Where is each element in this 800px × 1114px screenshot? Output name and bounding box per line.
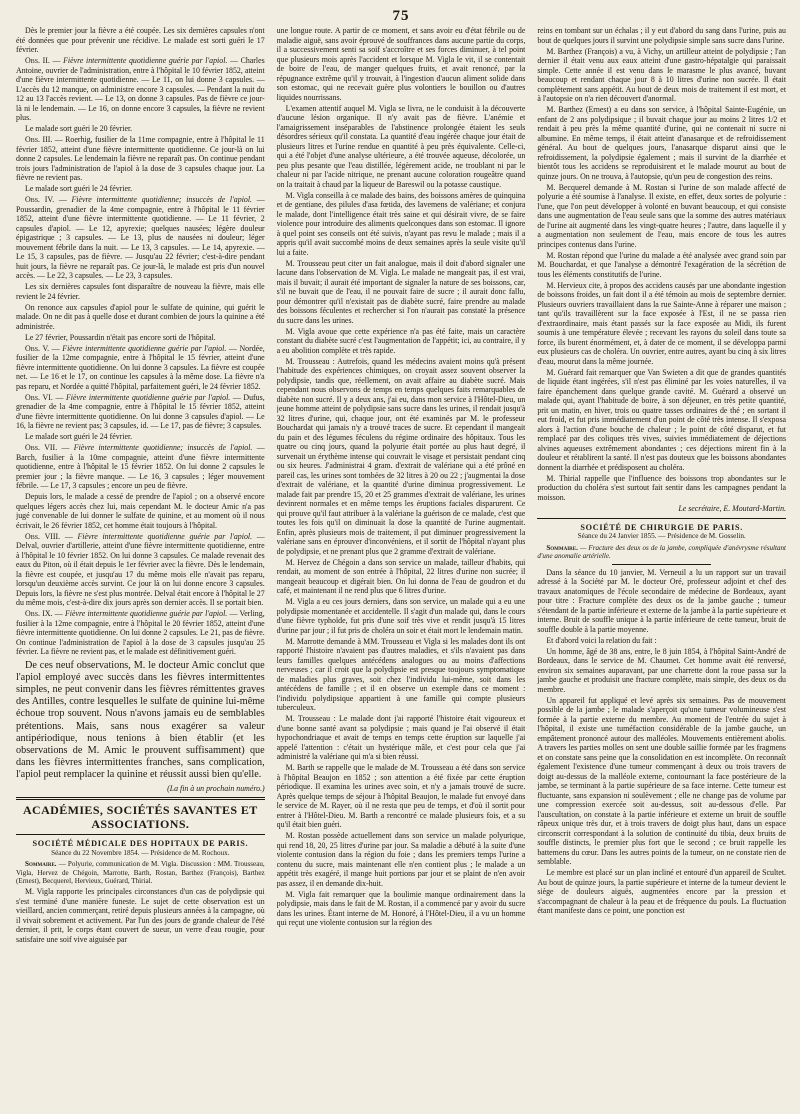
observation-label: Obs. VII. bbox=[25, 443, 58, 452]
paragraph: M. Vigla avoue que cette expérience n'a pas été faite, mais un caractère constant du diabète sucré c'est l'augmentation de l'appétit; ici, au contraire, il y a eu abolition complète et très rapide. bbox=[276, 326, 526, 355]
observation-label: Obs. VIII. bbox=[25, 531, 61, 541]
observation-2: Obs. II. — Fièvre intermittente quotidienne guérie par l'apiol. — Charles Antoine, ouvrier de l'administration, entre à l'hôpital le 10 février 1852, atteint d'une fièvre intermittente quotidienne. — Le 11, on lui donne 3 capsules. — L'accès du 12 manque, on administre encore 3 capsules. — Pendant la nuit du 12 au 13 l'accès revient. — Le 13, on donne 3 capsules. Pas de fièvre ce jour-là ni le lendemain. — Le 16, on donne encore 3 capsules, la fièvre ne revient plus. bbox=[16, 56, 265, 122]
observation-text: Verling, fusilier à la 12me compagnie, entre à l'hôpital le 20 février 1852, atteint d'une fièvre intermittente quotidienne. On lui donne 2 capsules. Le 21, pas de fièvre. On continue l'administration de l'apiol à la dose de 3 capsules jusqu'au 25 février. La fièvre ne revient pas, et le malade est définitivement guéri. bbox=[16, 609, 265, 656]
observation-text: Nordée, fusilier de la 12me compagnie, entre à l'hôpital le 15 février, atteint d'une fièvre intermittente quotidienne. On lui donne 3 capsules. La fièvre est coupée net. — Le 16 et le 17, on continue les capsules à la même dose. La fièvre n'a pas reparu, et Nordée a quitté l'hôpital, parfaitement guéri, le 24 février 1852. bbox=[16, 343, 265, 391]
observation-label: Obs. IX. bbox=[25, 609, 53, 618]
continued-note: (La fin à un prochain numéro.) bbox=[167, 783, 265, 793]
paragraph: Depuis lors, le malade a cessé de prendre de l'apiol ; on a observé encore quelques légers accès chez lui, mais cependant M. le docteur Amic n'a pas jugé convenable de lui donner le sulfate de quinine, et au moment où il nous écrivait, le 26 février 1852, cet homme était toujours à l'hôpital. bbox=[16, 492, 265, 530]
paragraph: Dans la séance du 10 janvier, M. Verneuil a lu un rapport sur un travail adressé à la Société par M. le docteur Oré, professeur adjoint et chef des travaux anatomiques de l'école secondaire de médecine de Bordeaux, ayant pour titre : Fracture complète des deux os de la jambe gauche ; tumeur s'étendant de la partie inférieure et externe de la jambe à la partie supérieure et interne. Bruit de souffle unique à la partie inférieure de cette tumeur, bruit de souffle double à la partie moyenne. bbox=[537, 567, 787, 634]
paragraph: On renonce aux capsules d'apiol pour le sulfate de quinine, qui guérit le malade. On ne dit pas à quelle dose et durant combien de jours la quinine a été administrée. bbox=[16, 302, 265, 331]
society-title: SOCIÉTÉ MÉDICALE DES HOPITAUX DE PARIS. bbox=[32, 839, 249, 849]
observation-label: Obs. II. bbox=[25, 56, 50, 65]
society-title: SOCIÉTÉ DE CHIRURGIE DE PARIS. bbox=[580, 522, 743, 532]
paragraph: Les six dernières capsules font disparaître de nouveau la fièvre, mais elle revient le 24 février. bbox=[16, 282, 265, 301]
paragraph: Un appareil fut appliqué et levé après six semaines. Pas de mouvement possible de la jambe ; le malade s'aperçoit qu'une tumeur volumineuse s'est formée à la partie externe du membre. Au moment de l'entrée du sujet à l'hôpital, il existe une tuméfaction considérable de la jambe gauche, un empâtement prononcé autour des malléoles. Mouvements entièrement abolis. A travers les parties molles on sent une double saillie formée par les fragmens et on constate sans peine que la consolidation en est incomplète. On reconnaît également l'existence d'une tumeur commençant à deux ou trois travers de doigt au-dessus de la malléole externe, contournant la face postérieure de la jambe, se terminant à la partie supérieure de sa face interne. Cette tumeur est fluctuante, sans expansion ni soulèvement ; elle ne change pas de volume par une compression exercée soit au-dessus, soit au-dessous d'elle. Par l'auscultation, on constate à la partie inférieure et externe un bruit de souffle râpeux unique très dur, et à trois travers de doigt plus haut, dans un espace circonscrit correspondant à la solution de continuité du tibia, deux bruits de souffle distincts, le premier plus fort que le second ; ce bruit rappelle les battemens du cœur. Dans les autres points de la tumeur, on ne constate rien de semblable. bbox=[537, 695, 787, 867]
paragraph: M. Vigla fait remarquer que la boulimie manque ordinairement dans la polydipsie, mais dans le fait de M. Rostan, il a commencé par y avoir du sucre dans les urines. Étant interne de M. Honoré, à l'Hôtel-Dieu, il a vu un homme qui reçut une violente contusion sur la région des bbox=[276, 889, 526, 927]
paragraph: Le malade sort guéri le 24 février. bbox=[25, 184, 133, 193]
paragraph: Le malade sort guéri le 20 février. bbox=[25, 124, 133, 133]
paragraph: M. Vigla rapporte les principales circonstances d'un cas de polydipsie qui s'est terminé d'une manière funeste. Le sujet de cette observation est un vieillard, ancien commerçant, retiré depuis plusieurs années à la campagne, où il vivait sobrement et activement. Par l'un des jours de grande chaleur de l'été dernier, il prit, le corps étant couvert de sueur, un verre d'eau rougie, pour satisfaire une soif vive aiguisée par bbox=[16, 887, 265, 944]
paragraph: une longue route. A partir de ce moment, et sans avoir eu d'état fébrile ou de maladie aiguë, sans avoir éprouvé de souffrances dans aucune partie du corps, il a successivement senti sa soif s'accroître et ses forces diminuer, à tel point que plusieurs mois après l'accident et lorsque M. Vigla le vit, il se contentait de boire de l'eau, de manger quelques fruits, et avait renoncé, par la répugnance extrême qu'il y trouvait, à l'ingestion d'aucun aliment solide dans son estomac, qui ne recevait guère plus volontiers le bouillon ou d'autres liquides nourrissans. bbox=[276, 26, 526, 102]
column-right bbox=[537, 26, 786, 1112]
section-heading: ACADÉMIES, SOCIÉTÉS SAVANTES ET ASSOCIATIONS. bbox=[16, 797, 265, 835]
paragraph: M. Marrotte demande à MM. Trousseau et Vigla si les malades dont ils ont rapporté l'histoire n'avaient pas d'autres maladies, et s'ils n'avaient pas dans leurs familles quelques antécédens analogues ou au moins d'affections nerveuses ; car il croit que la polydipsie est presque toujours symptomatique de maladies plus graves, soit chez l'individu lui-même, soit dans les antécédens de famille ; et il en observe un exemple dans ce moment : l'individu polydipsique appartient à une famille qui compte plusieurs tuberculeux. bbox=[276, 636, 526, 712]
observation-text: Dufus, grenadier de la 4me compagnie, entre à l'hôpital le 15 février 1852, atteint d'une fièvre intermittente quotidienne. On lui donne 3 capsules d'apiol. — Le 16, la fièvre ne revient pas; 3 capsules, id. — Le 17, pas de fièvre; 3 capsules. bbox=[16, 392, 265, 430]
observation-6: Obs. VI. — Fièvre intermittente quotidienne guérie par l'apiol. — Dufus, grenadier de la 4me compagnie, entre à l'hôpital le 15 février 1852, atteint d'une fièvre intermittente quotidienne. On lui donne 3 capsules d'apiol. — Le 16, la fièvre ne revient pas; 3 capsules, id. — Le 17, pas de fièvre; 3 capsules. bbox=[16, 392, 265, 430]
paragraph: Le 27 février, Poussardin n'était pas encore sorti de l'hôpital. bbox=[25, 332, 216, 342]
paragraph: M. Vigla conseilla à ce malade des bains, des boissons amères de quinquina et de gentiane, des pilules d'asa fœtida, des lavemens de valériane; et conjura le malade, dont l'intelligence était très saine et qui désirait vivre, de se faire violence pour introduire des aliments quelconques dans son estomac. Il ignore à quel point ses conseils ont été suivis, n'ayant pas revu le malade ; mais il a appris qu'il avait succombé moins de deux semaines après la seule visite qu'il lui a faite. bbox=[276, 190, 526, 257]
paragraph: L'examen attentif auquel M. Vigla se livra, ne le conduisit à la découverte d'aucune lésion organique. Il n'y avait pas de fièvre. L'anémie et l'amaigrissement inséparables de l'abstinence prolongée étaient les seuls désordres sérieux qu'il constata. La quantité d'eau ingérée chaque jour était de plusieurs litres et l'urine rendue en quantité à peu près équivalente. Celle-ci, qui a été l'objet d'une analyse ultérieure, a été trouvée aqueuse, décolorée, un peu plus pesante que l'eau distillée, légèrement acide, ne troublant ni par le chaleur ni par l'acide nitrique, ne prenant aucune coloration rougeâtre quand on la traitait à chaud par la liqueur de Bareswil ou la potasse caustique. bbox=[276, 103, 526, 189]
observation-label: Obs. III. bbox=[25, 135, 53, 144]
summary-label: Sommaire. bbox=[546, 543, 578, 552]
observation-text: Delval, ouvrier d'artillerie, atteint d'une fièvre intermittente quotidienne, entre à l'hôpital le 10 février 1852. On lui donne 3 capsules. Ce malade revenait des eaux du Piton, où il était depuis le 1er février avec la fièvre. Dès le lendemain, la fièvre est coupée, et jusqu'au 17 du même mois elle n'avait pas reparu, lorsqu'un deuxième accès survint. Ce jour là on lui donne encore 3 capsules. Depuis lors, la fièvre ne s'est plus montrée. Delval était encore à l'hôpital le 27 du même mois, c'est-à-dire dix jours après son dernier accès. Il se portait bien. bbox=[16, 541, 265, 607]
summary-label: Sommaire. bbox=[25, 860, 57, 869]
paragraph: M. Hervieux cite, à propos des accidens causés par une abondante ingestion de boissons froides, un fait dont il a été témoin au mois de septembre dernier. Plusieurs ouvriers travaillaient dans la rue Sainte-Anne à réparer une maison ; tant qu'ils travaillèrent sur la face exposée à l'Est, il ne se passa rien d'extraordinaire, mais étant passés sur la face exposée au Midi, ils furent soumis à une température élevée ; recevant les rayons du soleil dans toute sa force, ils burent énormément, et, à dater de ce moment, il se développa parmi eux plusieurs cas de choléra. Un ouvrier, entre autres, ayant bu cinq à six litres d'eau, mourut dans la même journée. bbox=[537, 280, 787, 366]
conclusion-paragraph: De ces neuf observations, M. le docteur Amic conclut que l'apiol employé avec succès dans les fièvres intermittentes simples, ne peut convenir dans les fièvres rémittentes graves des Antilles, contre lesquelles le sulfate de quinine lui-même échoue trop souvent. Nous n'avons jamais eu de semblables prétentions. Mais, sans nous exagérer sa valeur antipériodique, nous tenions à bien établir (et les observations de M. Amic le prouvent suffisamment) que dans les fièvres intermittentes franches, sans complication, l'apiol peut remplacer la quinine et réussit aussi bien qu'elle. bbox=[16, 659, 265, 781]
observation-text: Charles Antoine, ouvrier de l'administration, entre à l'hôpital le 10 février 1852, atteint d'une fièvre intermittente quotidienne. — Le 11, on lui donne 3 capsules. — L'accès du 12 manque, on administre encore 3 capsules. — Pendant la nuit du 12 au 13 l'accès revient. — Le 13, on donne 3 capsules. Pas de fièvre ce jour-là ni le lendemain. — Le 16, on donne encore 3 capsules, la fièvre ne revient plus. bbox=[16, 56, 265, 122]
summary bbox=[16, 860, 265, 886]
divider bbox=[537, 518, 786, 519]
paragraph: Le membre est placé sur un plan incliné et entouré d'un appareil de Scultet. Au bout de quinze jours, la partie supérieure et interne de la tumeur devient le siège de douleurs aiguës, augmentées encore par la pression et s'accompagnant de chaleur à la peau et de fréquence du pouls. La fluctuation étant manifeste dans ce point, une ponction est bbox=[537, 868, 787, 916]
paragraph: Et d'abord voici la relation du fait : bbox=[546, 635, 657, 645]
paragraph: M. Vigla a eu ces jours derniers, dans son service, un malade qui a eu une polydipsie momentanée et accidentelle. Il s'agit d'un malade qui, dans le cours d'une fièvre typhoïde, fut pris d'une soif très vive et rendit jusqu'à 15 litres d'urine par jour ; il fut pris de choléra un soir et était mort le lendemain matin. bbox=[276, 597, 526, 635]
observation-7: Obs. VII. — Fièvre intermittente quotidienne; insuccès de l'apiol. — Barch, fusilier à la 10me compagnie, atteint d'une fièvre intermittente quotidienne, entre à l'hôpital le 15 février 1852. On lui donne 2 capsules le premier jour ; la fièvre manque. — Le 16, 3 capsules ; léger mouvement fébrile. — Le 17, 3 capsules ; encore un peu de fièvre. bbox=[16, 443, 265, 490]
observation-8: Obs. VIII. — Fièvre intermittente quotidienne guérie par l'apiol. — Delval, ouvrier d'artillerie, atteint d'une fièvre intermittente quotidienne, entre à l'hôpital le 10 février 1852. On lui donne 3 capsules. Ce malade revenait des eaux du Piton, où il était depuis le 1er février avec la fièvre. Dès le lendemain, la fièvre est coupée, et jusqu'au 17 du même mois elle n'avait pas reparu, lorsqu'un deuxième accès survint. Ce jour là on lui donne encore 3 capsules. Depuis lors, la fièvre ne s'est plus montrée. Delval était encore à l'hôpital le 27 du même mois, c'est-à-dire dix jours après son dernier accès. Il se portait bien. bbox=[16, 531, 265, 607]
session-line: Séance du 22 Novembre 1854. — Présidence de M. Rochoux. bbox=[51, 848, 230, 857]
paragraph: M. Trousseau : Autrefois, quand les médecins avaient moins qu'à présent l'habitude des expériences chimiques, on croyait assez souvent observer la polydipsie, tandis que, réellement, on avait affaire au diabète sucré. Mais cependant nous observons de temps en temps quelques faits remarquables de diabète non sucré. Il y a deux ans, j'ai eu, dans mon service à l'Hôtel-Dieu, un jeune homme atteint de polydipsie sans sucre dans les urines, il rendait jusqu'à 32 litres d'urine, qui, chaque jour, ont été examinés par M. le professeur Bouchardat qui jamais n'y a trouvé traces de sucre. Et cependant il mangeait du pain et des légumes féculens du régime ordinaire des hôpitaux. Tous les quatre ou cinq jours, quand la polyurie était portée au plus haut degré, il survenait un érythème intense qui couvrait le visage et persistait pendant cinq ou six heures. J'administrai 4 gram. d'extrait de valériane qui a été prôné en pareil cas, les urines sont tombées de 32 litres à 20 ou 22 ; j'augmentai la dose d'extrait de valériane, et la quantité d'urine diminua progressivement. Le malade fait par prendre 15, 20 et 25 grammes d'extrait de valériane, les urines devinrent normales et en même temps les éruptions faciales disparurent. Ce qui prouve qu'il faut attribuer à la valériane la guérison de ce malade, c'est que toutes les fois qu'il on diminuait la dose la quantité de l'urine augmentait. Enfin, après plusieurs mois de traitement, il put diminuer progressivement la valériane sans en éprouver d'inconvéniens, et il sortit de l'hôpital n'ayant plus de polydipsie, et ne prenant plus que 2 gramme d'extrait de valériane. bbox=[276, 356, 526, 556]
observation-title: Fièvre intermittente quotidienne guérie par l'apiol. bbox=[77, 531, 253, 541]
observation-title: Fièvre intermittente quotidienne guérie par l'apiol. bbox=[65, 392, 231, 402]
text-columns bbox=[16, 26, 786, 1112]
observation-label: Obs. V. bbox=[25, 343, 50, 353]
paragraph: Dès le premier jour la fièvre a été coupée. Les six dernières capsules n'ont été données que pour prévenir une récidive. Le malade est sorti guéri le 17 février. bbox=[16, 26, 265, 54]
paragraph: M. Hervez de Chégoin a dans son service un malade, tailleur d'habits, qui rendait, au moment de son entrée à l'hôpital, 22 litres d'urine non sucrée; il mangeait beaucoup et digérait bien. On lui donna de l'eau de goudron et du café, et maintenant il ne rend plus que 6 litres d'urine. bbox=[276, 557, 526, 595]
column-left bbox=[16, 26, 265, 1112]
paragraph: M. Rostan répond que l'urine du malade a été analysée avec grand soin par M. Bouchardat, et que l'analyse a démontré l'exagération de la sécrétion de tous les éléments constitutifs de l'urine. bbox=[537, 250, 787, 279]
summary-text: — Polyurie, communication de M. Vigla. Discussion : MM. Trousseau, Vigla, Hervez de Chégoin, Marrotte, Barth, Rostan, Barthez (François), Barthez (Ernest), Becquerel, Hervieux, Guérard, Thirial. bbox=[16, 860, 265, 886]
observation-9: Obs. IX. — Fièvre intermittente quotidienne guérie par l'apiol. — Verling, fusilier à la 12me compagnie, entre à l'hôpital le 20 février 1852, atteint d'une fièvre intermittente quotidienne. On lui donne 2 capsules. Le 21, pas de fièvre. On continue l'administration de l'apiol à la dose de 3 capsules jusqu'au 25 février. La fièvre ne revient pas, et le malade est définitivement guéri. bbox=[16, 609, 265, 656]
paragraph: M. Barth se rappelle que le malade de M. Trousseau a été dans son service à l'hôpital Beaujon en 1852 ; son attention a été fixée par cette éruption périodique. Il examina les urines avec soin, et n'y a jamais trouvé de sucre. Après quelque temps de séjour à l'hôpital Beaujon, le malade fut envoyé dans le service de M. Rayer, où il ne resta que peu de temps, et d'où il sortit pour entrer à l'Hôtel-Dieu. M. Barth a rencontré ce malade plusieurs fois, et a su qu'il était bien guéri. bbox=[276, 763, 526, 829]
observation-4: Obs. IV. — Fièvre intermittente quotidienne; insuccès de l'apiol. — Poussardin, grenadier de la 4me compagnie, entre à l'hôpital le 11 février 1852, atteint d'une fièvre intermittente quotidienne. — Le 11 février, 2 capsules d'apiol. — Le 12, apyrexie; quelques nausées; légère douleur épigastrique ; 3 capsules. — Le 13, plus de nausées ni douleur; léger mouvement fébrile dans la nuit. — Le 13, 3 capsules. — Le 14, apyrexie. — Le 15, 3 capsules, pas de fièvre. — Jusqu'au 22 février; c'est-à-dire pendant huit jours, la fièvre ne reparaît pas. Ce jour-là, le malade est pris d'un nouvel accès. — Le 22, 3 capsules. — Le 23, 3 capsules. bbox=[16, 195, 265, 280]
summary-text: — Fracture des deux os de la jambe, compliquée d'anévrysme résultant d'une anomalie artérielle. bbox=[537, 543, 787, 561]
paragraph: Un homme, âgé de 38 ans, entre, le 8 juin 1854, à l'hôpital Saint-André de Bordeaux, dans le service de M. Chaumet. Cet homme avait été renversé, environ six semaines auparavant, par une charrette dont la roue passa sur la jambe gauche et produisit une fracture complète, mais simple, des deux os du membre. bbox=[537, 646, 787, 694]
column-middle bbox=[277, 26, 526, 1112]
paragraph: M. Rostan possède actuellement dans son service un malade polyurique, qui rend 18, 20, 25 litres d'urine par jour. Sa maladie a débuté à la suite d'une violente contusion dans la région du foie ; dans les premiers temps l'urine a contenu du sucre, mais maintenant elle n'en contient plus ; le malade a un appétit très exagéré, il mange huit portions par jour et se plaint de n'en avoir pas assez, il en demande dix-huit. bbox=[276, 831, 526, 888]
paragraph: M. Barthez (François) a vu, à Vichy, un artilleur atteint de polydipsie ; l'an dernier il était venu aux eaux atteint d'une gastro-hépatalgie qui paraissait simple. Cette année il est venu dans le marasme le plus avancé, buvant beaucoup et rendant chaque jour 8 à 10 litres d'urine non sucrée. Il était complètement sans appétit. Au bout de deux mois de traitement il est mort, et à l'autopsie on n'a rien découvert d'anormal. bbox=[537, 46, 787, 103]
page-number: 75 bbox=[392, 8, 410, 24]
observation-3: Obs. III. — Roerhig, fusilier de la 11me compagnie, entre à l'hôpital le 11 février 1852, atteint d'une fièvre intermittente quotidienne. Ce jour-là on lui donne 2 capsules. Le lendemain la fièvre ne reparaît pas. On continue pendant trois jours l'administration de l'apiol à la dose de 3 capsules chaque jour. La fièvre ne revient pas. bbox=[16, 135, 265, 182]
observation-title: Fièvre intermittente quotidienne; insuccès de l'apiol. bbox=[73, 443, 253, 452]
observation-text: Barch, fusilier à la 10me compagnie, atteint d'une fièvre intermittente quotidienne, entre à l'hôpital le 15 février 1852. On lui donne 2 capsules le premier jour ; la fièvre manque. — Le 16, 3 capsules ; léger mouvement fébrile. — Le 17, 3 capsules ; encore un peu de fièvre. bbox=[16, 452, 265, 490]
paragraph: reins en tombant sur un échalas ; il y eut d'abord du sang dans l'urine, puis au bout de quelques jours il survint une polydipsie simple sans sucre dans l'urine. bbox=[537, 26, 787, 45]
observation-title: Fièvre intermittente quotidienne guérie par l'apiol. bbox=[63, 56, 228, 65]
paragraph: M. Thirial rappelle que l'influence des boissons trop abondantes sur le production du choléra s'est surtout fait sentir dans les campagnes pendant la moisson. bbox=[537, 473, 787, 502]
paragraph: M. Trousseau : Le malade dont j'ai rapporté l'histoire était vigoureux et d'une bonne santé avant sa polydipsie ; mais quand je l'ai observé il était hypochondriaque et avait de temps en temps cette éruption sur laquelle j'ai appelé l'attention : c'était un hystérique mâle, et c'est pour cela que j'ai administré la valériane qui m'a si bien réussi. bbox=[276, 714, 526, 761]
observation-text: Roerhig, fusilier de la 11me compagnie, entre à l'hôpital le 11 février 1852, atteint d'une fièvre intermittente quotidienne. Ce jour-là on lui donne 2 capsules. Le lendemain la fièvre ne reparaît pas. On continue pendant trois jours l'administration de l'apiol à la dose de 3 capsules chaque jour. La fièvre ne revient pas. bbox=[16, 135, 265, 182]
paragraph: Le malade sort guéri le 24 février. bbox=[25, 432, 133, 441]
paragraph: M. Guérard fait remarquer que Van Swieten a dit que de grandes quantités de liquide étant ingérées, s'il n'est pas éliminé par les voies naturelles, il va faire épanchement dans quelque grande cavité. M. Guérard a observé un malade qui, ayant l'habitude de boire, à son déjeuner, en très petite quantité, prit un matin, en hiver, trois ou quatre tasses ordinaires de thé ; en sortant il eut froid, et fut pris immédiatement d'un point de côté très intense. Il s'exposa alors à l'action d'une bouche de chaleur ; le point de côté disparut, et fut remplacé par des coliques très vives, suivies immédiatement de déjections alvines aqueuses extrêmement abondantes ; ces déjections mirent fin à la douleur et rétablirent la santé. Il n'est pas douteux que les boissons abondantes donnent la diarrhée et prédisposent au choléra. bbox=[537, 367, 787, 472]
summary bbox=[537, 544, 786, 561]
paragraph: M. Trousseau peut citer un fait analogue, mais il doit d'abord signaler une lacune dans l'observation de M. Vigla. Le malade ne mangeait pas, il est vrai, mais il buvait; il aurait été important de signaler la nature de ses boissons, car, s'il ne buvait que de l'eau, il ne pouvait faire de sucre ; il aurait donc fallu, pour démontrer qu'il n'existait pas de diabète sucré, faire prendre au malade des boissons féculentes et rechercher si l'on n'aurait pas constaté la présence du sucre dans les urines. bbox=[276, 258, 526, 325]
observation-label: Obs. VI. bbox=[25, 392, 53, 402]
observation-5: Obs. V. — Fièvre intermittente quotidienne guérie par l'apiol. — Nordée, fusilier de la 12me compagnie, entre à l'hôpital le 15 février, atteint d'une fièvre intermittente quotidienne. On lui donne 3 capsules. La fièvre est coupée net. — Le 16 et le 17, on continue les capsules à la même dose. La fièvre n'a pas reparu, et Nordée a quitté l'hôpital, parfaitement guéri, le 24 février 1852. bbox=[16, 343, 265, 391]
secretary-signature: Le secrétaire, E. Moutard-Martin. bbox=[678, 504, 787, 513]
observation-text: Poussardin, grenadier de la 4me compagnie, entre à l'hôpital le 11 février 1852, atteint d'une fièvre intermittente quotidienne. — Le 11 février, 2 capsules d'apiol. — Le 12, apyrexie; quelques nausées; légère douleur épigastrique ; 3 capsules. — Le 13, plus de nausées ni douleur; léger mouvement fébrile dans la nuit. — Le 13, 3 capsules. — Le 14, apyrexie. — Le 15, 3 capsules, pas de fièvre. — Jusqu'au 22 février; c'est-à-dire pendant huit jours, la fièvre ne reparaît pas. Ce jour-là, le malade est pris d'un nouvel accès. — Le 22, 3 capsules. — Le 23, 3 capsules. bbox=[16, 204, 265, 280]
paragraph: M. Becquerel demande à M. Rostan si l'urine de son malade affecté de polyurie a été soumise à l'analyse. Il existe, en effet, deux sortes de polyurie : l'une, que l'on peut développer à volonté en buvant beaucoup, et qui consiste dans une augmentation de l'eau seule sans que la somme des autres matériaux de l'urine ait augmenté dans les vingt-quatre heures ; l'autre, dans laquelle il y a augmentation non seulement de l'eau, mais encore de tous les autres principes contenus dans l'urine. bbox=[537, 182, 787, 249]
paragraph: M. Barthez (Ernest) a eu dans son service, à l'hôpital Sainte-Eugénie, un enfant de 2 ans polydipsique ; il buvait chaque jour au moins 2 litres 1/2 et rendait à peu près la même quantité d'urine, qui ne contenait ni sucre ni albumine. En même temps, il était atteint d'anasarque et de refroidissement général. Au bout de quelques jours, l'anasarque disparut ainsi que le refroidissement, la polydipsie également ; mais il survint de la diarrhée et bientôt tous les accidens se reproduisirent et le malade mourut au bout de quinze jours. On ne trouva, à l'autopsie, qu'un peu de congestion des reins. bbox=[537, 105, 787, 181]
observation-title: Fièvre intermittente quotidienne guérie par l'apiol. bbox=[62, 343, 227, 353]
divider bbox=[612, 564, 711, 565]
observation-title: Fièvre intermittente quotidienne guérie par l'apiol. bbox=[64, 609, 228, 618]
session-line: Séance du 24 Janvier 1855. — Présidence de M. Gosselin. bbox=[577, 532, 746, 540]
observation-label: Obs. IV. bbox=[25, 195, 55, 204]
observation-title: Fièvre intermittente quotidienne; insuccès de l'apiol. bbox=[71, 195, 253, 204]
